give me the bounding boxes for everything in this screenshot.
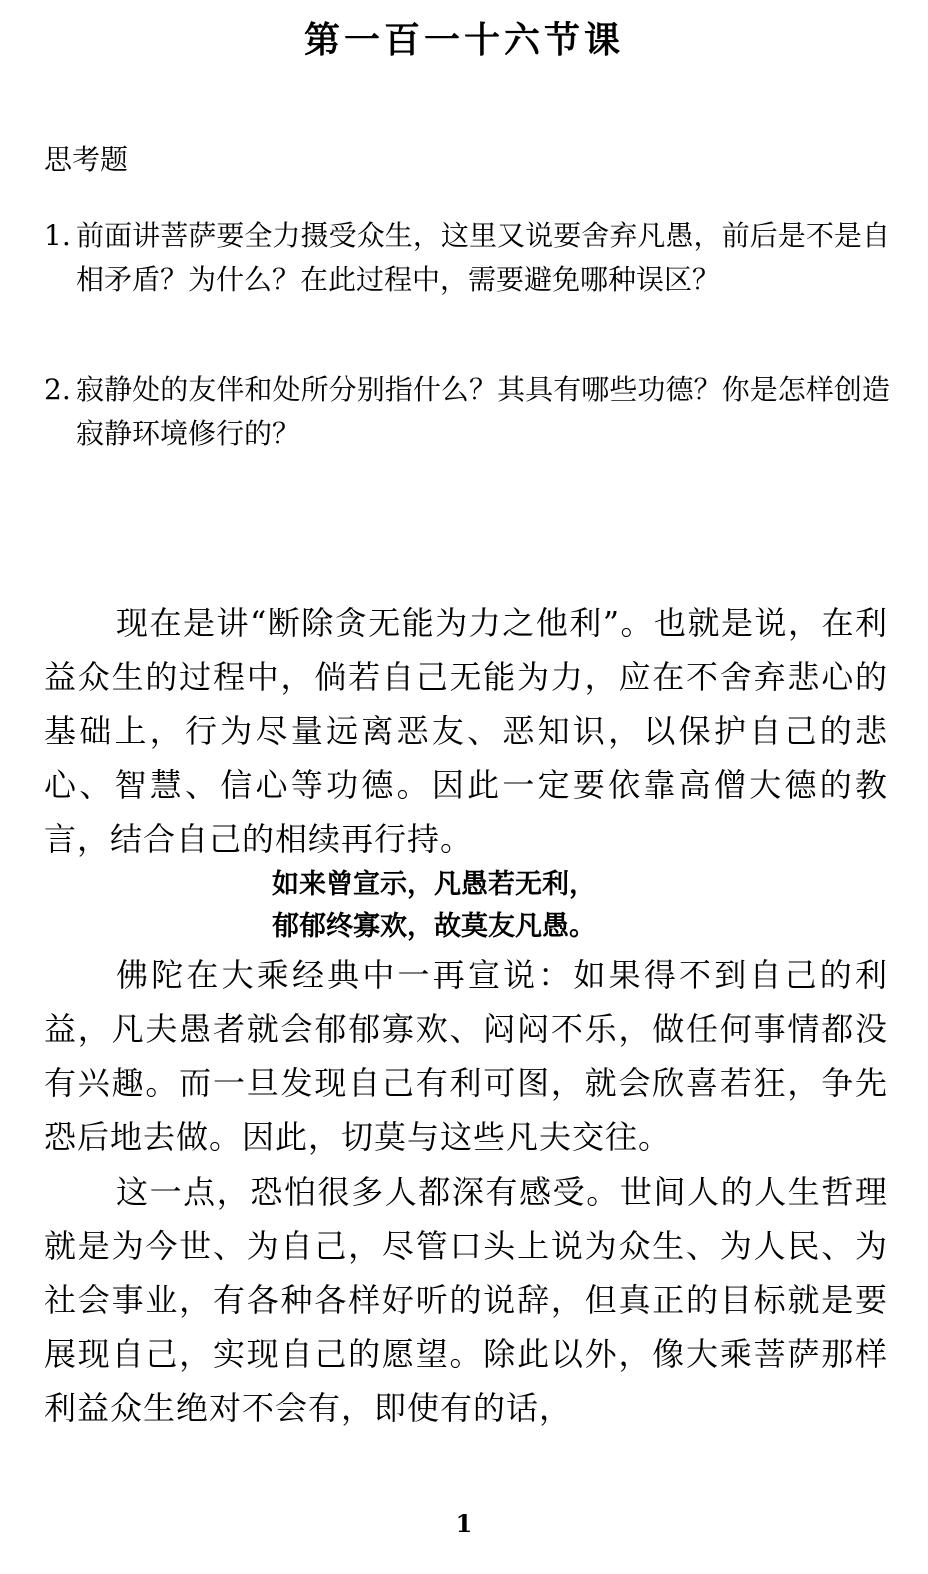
body-paragraph: 佛陀在大乘经典中一再宣说：如果得不到自己的利益，凡夫愚者就会郁郁寡欢、闷闷不乐，做任何事情都没有兴趣。而一旦发现自己有利可图，就会欣喜若狂，争先恐后地去做。因此，切莫与这些凡夫交往。	[44, 956, 888, 1156]
question-item	[44, 214, 890, 302]
page-number: 1	[455, 1509, 473, 1538]
question-number: 1.	[44, 219, 71, 252]
question-item	[44, 368, 890, 456]
verse-block	[0, 864, 928, 948]
body-paragraph: 现在是讲“断除贪无能为力之他利”。也就是说，在利益众生的过程中，倘若自己无能为力，应在不舍弃悲心的基础上，行为尽量远离恶友、恶知识，以保护自己的悲心、智慧、信心等功德。因此一定要依靠高僧大德的教言，结合自己的相续再行持。	[44, 604, 888, 858]
question-number: 2.	[44, 373, 71, 406]
question-text: 前面讲菩萨要全力摄受众生，这里又说要舍弃凡愚，前后是不是自相矛盾？为什么？在此过程中，需要避免哪种误区？	[76, 219, 890, 296]
questions-heading: 思考题	[44, 143, 129, 176]
verse-line: 郁郁终寡欢，故莫友凡愚。	[272, 911, 596, 942]
body-paragraph: 这一点，恐怕很多人都深有感受。世间人的人生哲理就是为今世、为自己，尽管口头上说为众生、为人民、为社会事业，有各种各样好听的说辞，但真正的目标就是要展现自己，实现自己的愿望。除此以外，像大乘菩萨那样利益众生绝对不会有，即使有的话，	[44, 1173, 888, 1427]
verse-line: 如来曾宣示，凡愚若无利，	[272, 869, 596, 900]
question-text: 寂静处的友伴和处所分别指什么？其具有哪些功德？你是怎样创造寂静环境修行的？	[76, 373, 890, 450]
lesson-title: 第一百一十六节课	[303, 19, 624, 61]
